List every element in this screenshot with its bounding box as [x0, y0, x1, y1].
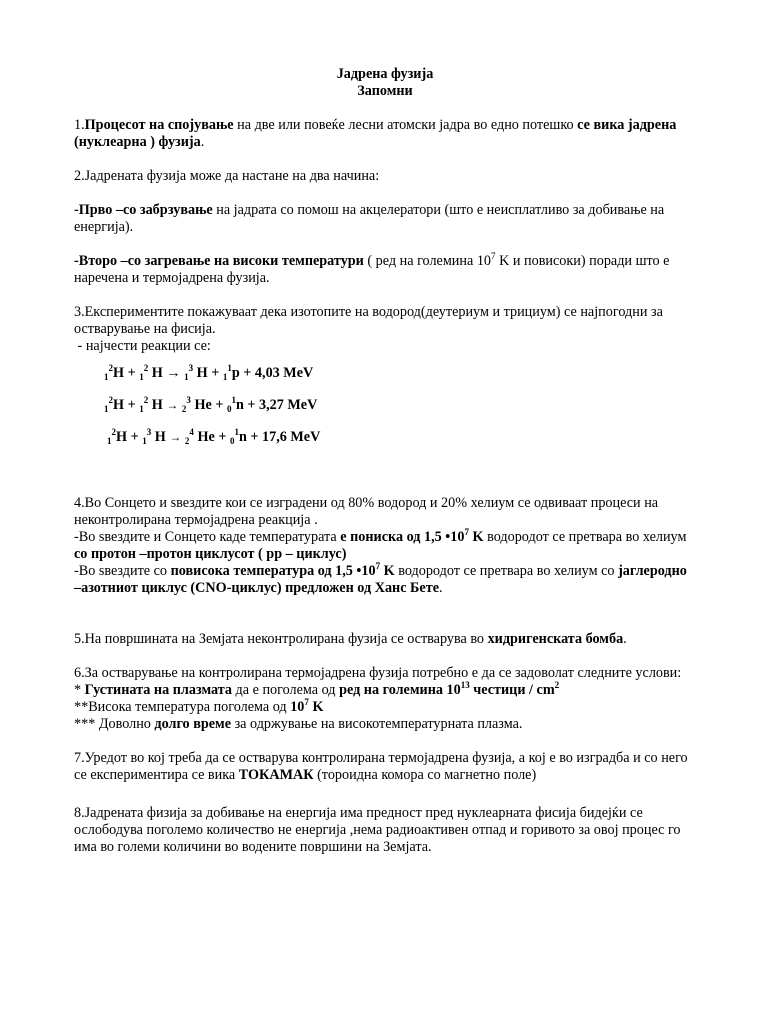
paragraph-4: 4.Во Сонцето и ѕвездите кои се изградени од 80% водород и 20% хелиум се одвиваат процеси на неконтролирана термојадрена реакција .	[74, 495, 659, 528]
paragraph-3-reactions-intro: - најчести реакции се:	[74, 338, 211, 354]
paragraph-6-condition-2: **Висока температура поголема од $10^7$ K	[74, 697, 324, 715]
paragraph-2a: -Прво –со забрзување на јадрата со помош на акцелератори (што е неисплатливо за добивање на енергија).	[74, 202, 665, 235]
paragraph-1: 1.Процесот на спојување на две или повеќе лесни атомски јадра во едно потешко се вика јадрена (нуклеарна ) фузија.	[74, 117, 677, 150]
reaction-3: $_1^2$H + $_1^3$ H → $_2^4$ He + $_0^1$n + 17,6 MeV	[107, 427, 321, 446]
paragraph-2b: -Второ –со загревање на високи температури ( ред на големина $10^7$ K и повисоки) поради што е наречена и термојадрена фузија.	[74, 251, 670, 286]
paragraph-4-cno-cycle: -Во ѕвездите со повисока температура од 1,5 $•10^7$ K водородот се претвара во хелиум со јаглеродно –азотниот циклус (CNO-циклус) предложен од Ханс Бете.	[74, 561, 687, 596]
reaction-1: $_1^2$H + $_1^2$ H → $_1^3$ H + $_1^1$p + 4,03 MeV	[104, 363, 314, 382]
reaction-2: $_1^2$H + $_1^2$ H → $_2^3$ He + $_0^1$n + 3,27 MeV	[104, 395, 318, 414]
document-subtitle: Запомни	[357, 83, 413, 99]
paragraph-4-pp-cycle: -Во ѕвездите и Сонцето каде температурата е пониска од 1,5 $•10^7$ K водородот се претвара во хелиум со протон –протон циклусот ( pp – циклус)	[74, 527, 687, 562]
paragraph-6-condition-3: *** Доволно долго време за одржување на високотемпературната плазма.	[74, 716, 523, 732]
paragraph-8: 8.Јадрената физија за добивање на енергија има предност пред нуклеарната фисија бидејќи се ослободува поголемо количество не енергија ,нема радиоактивен отпад и горивото за овој процес го има во големи количини во водените површини на Земјата.	[74, 805, 681, 855]
paragraph-3: 3.Експериментите покажуваат дека изотопите на водород(деутериум и трициум) се најпогодни за остварување на фисија.	[74, 304, 663, 337]
document-title: Јадрена фузија	[336, 66, 434, 82]
paragraph-5: 5.На површината на Земјата неконтролирана фузија се остварува во хидригенската бомба.	[74, 631, 627, 647]
paragraph-2: 2.Јадрената фузија може да настане на два начина:	[74, 168, 380, 184]
document-page	[74, 66, 696, 856]
paragraph-6: 6.За остварување на контролирана термојадрена фузија потребно е да се задоволат следните услови:	[74, 665, 682, 681]
paragraph-6-condition-1: * Густината на плазмата да е поголема од ред на големина $10^{13}$ честици / $cm^2$	[74, 680, 560, 698]
paragraph-7: 7.Уредот во кој треба да се остварува контролирана термојадрена фузија, а кој е во изградба и со него се експериментира се вика ТОКАМАК (тороидна комора со магнетно поле)	[74, 750, 688, 783]
